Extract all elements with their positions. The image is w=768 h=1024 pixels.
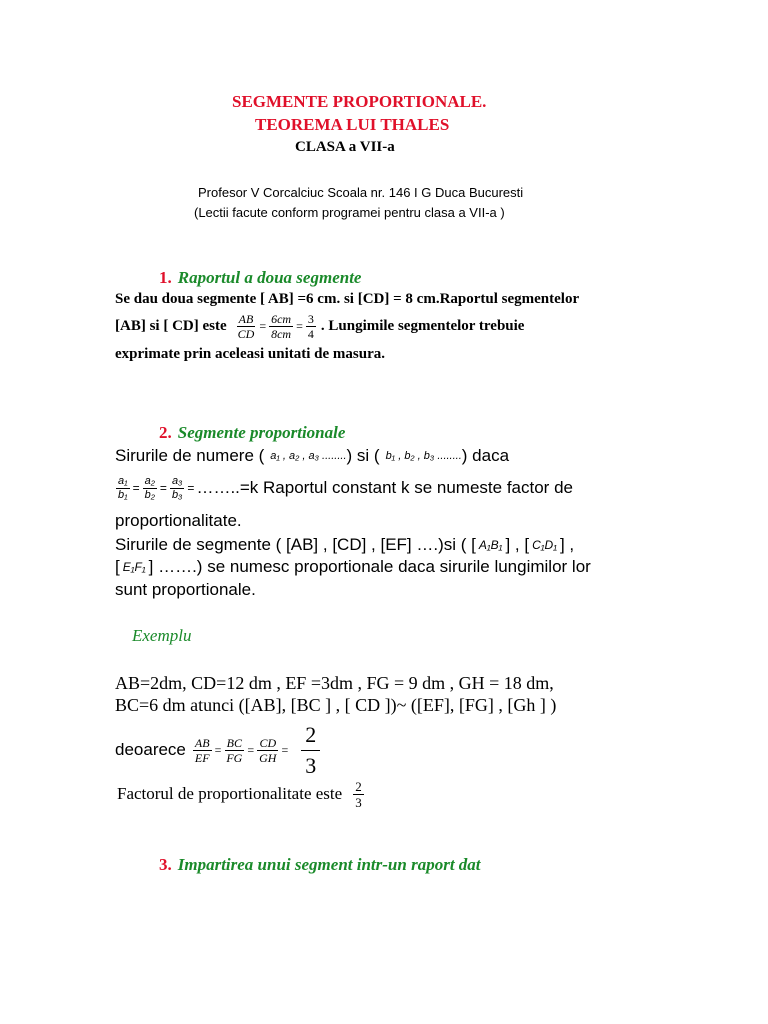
section-2-line-1-end: ) daca [461, 446, 510, 465]
section-2-line-1-mid: ) si ( [346, 446, 380, 465]
ratio-a3-b3: $\frac{\text{a₃}}{\text{b₃}}$ [171, 474, 183, 501]
section-2-line-4 [115, 535, 574, 555]
section-2-line-4-end: ] , [559, 535, 575, 554]
section-2-line-3: proportionalitate. [115, 511, 242, 530]
ratio-ab-ef: $\frac{AB}{EF}$ [194, 735, 210, 765]
section-2-line-5-end: ] …….) se numesc proportionale daca sirurile lungimilor lor [148, 557, 591, 576]
section-2-line-2-end: ……..=k Raportul constant k se numeste factor de [196, 478, 573, 497]
section-2-number: 2. [159, 423, 172, 442]
ratio-6cm-8cm: $\frac{6cm}{8cm}$ [271, 311, 292, 341]
section-2-line-6: sunt proportionale. [115, 580, 256, 599]
ratio-2-3-large: $\frac{2}{3}$ [301, 724, 320, 777]
section-2-line-1 [115, 446, 509, 466]
section-2-heading [159, 423, 345, 443]
author-line: Profesor V Corcalciuc Scoala nr. 146 I G Duca Bucuresti [198, 185, 524, 200]
segment-c1d1: C₁D₁ [532, 538, 557, 552]
section-2-line-4-start: Sirurile de segmente ( [AB] , [CD] , [EF] ….)si ( [ [115, 535, 476, 554]
section-1-line-2-end: . Lungimile segmentelor trebuie [320, 317, 525, 334]
title-line-2: TEOREMA LUI THALES [255, 115, 450, 134]
segment-a1b1: A₁B₁ [478, 538, 503, 552]
ratio-bc-fg: $\frac{BC}{FG}$ [226, 735, 243, 765]
ratio-a1-b1: $\frac{\text{a₁}}{\text{b₁}}$ [118, 474, 128, 501]
class-line: CLASA a VII-a [295, 139, 395, 155]
section-2-line-4-mid: ] , [ [505, 535, 530, 554]
section-3-number: 3. [159, 855, 172, 874]
note-line: (Lectii facute conform programei pentru clasa a VII-a ) [194, 205, 505, 220]
section-1-heading [159, 268, 361, 288]
ratio-a2-b2: $\frac{\text{a₂}}{\text{b₂}}$ [144, 474, 155, 501]
sequence-a: a₁ , a₂ , a₃ ........ [270, 450, 347, 462]
section-1-line-2: [AB] si [ CD] este $\frac{AB}{CD}$ = $\frac{6cm}{8cm}$ = $\frac{3}{4}$ . Lungimile segmentelor trebuie [115, 311, 525, 341]
segment-e1f1: E₁F₁ [122, 560, 146, 574]
section-1-title: Raportul a doua segmente [177, 268, 362, 287]
sequence-b: b₁ , b₂ , b₃ ........ [385, 450, 462, 462]
section-2-line-2: $\frac{\text{a₁}}{\text{b₁}}$ = $\frac{\text{a₂}}{\text{b₂}}$ = $\frac{\text{a₃}}{\text{b₃}}$ = ……..=k Raportul constant k se numeste factor de [118, 474, 573, 501]
example-line-2: BC=6 dm atunci ([AB], [BC ] , [ CD ])~ ([EF], [FG] , [Gh ] ) [115, 695, 557, 715]
section-2-line-5 [115, 557, 591, 577]
ratio-3-4: $\frac{3}{4}$ [307, 311, 314, 341]
deoarece-label: deoarece [115, 740, 186, 759]
section-1-line-1: Se dau doua segmente [ AB] =6 cm. si [CD] = 8 cm.Raportul segmentelor [115, 291, 580, 307]
section-2-title: Segmente proportionale [177, 423, 346, 442]
ratio-ab-cd: $\frac{AB}{CD}$ [237, 311, 255, 341]
section-2-line-5-start: [ [115, 557, 120, 576]
example-ratios-line: deoarece $\frac{AB}{EF}$ = $\frac{BC}{FG}$ = $\frac{CD}{GH}$ = $\frac{2}{3}$ [115, 720, 321, 780]
section-1-line-2-start: [AB] si [ CD] este [115, 317, 227, 334]
factor-text: Factorul de proportionalitate este [117, 784, 343, 803]
factor-fraction: $\frac{2}{3}$ [355, 778, 362, 810]
title-line-1: SEGMENTE PROPORTIONALE. [232, 92, 487, 111]
ratio-cd-gh: $\frac{CD}{GH}$ [259, 735, 277, 765]
example-line-1: AB=2dm, CD=12 dm , EF =3dm , FG = 9 dm , GH = 18 dm, [115, 673, 554, 693]
section-3-title: Impartirea unui segment intr-un raport dat [177, 855, 481, 874]
section-3-heading [159, 855, 481, 875]
example-heading: Exemplu [132, 626, 192, 645]
section-1-number: 1. [159, 268, 172, 287]
factor-line [117, 776, 365, 812]
section-1-line-3: exprimate prin aceleasi unitati de masura. [115, 346, 385, 362]
section-2-line-1-start: Sirurile de numere ( [115, 446, 265, 465]
